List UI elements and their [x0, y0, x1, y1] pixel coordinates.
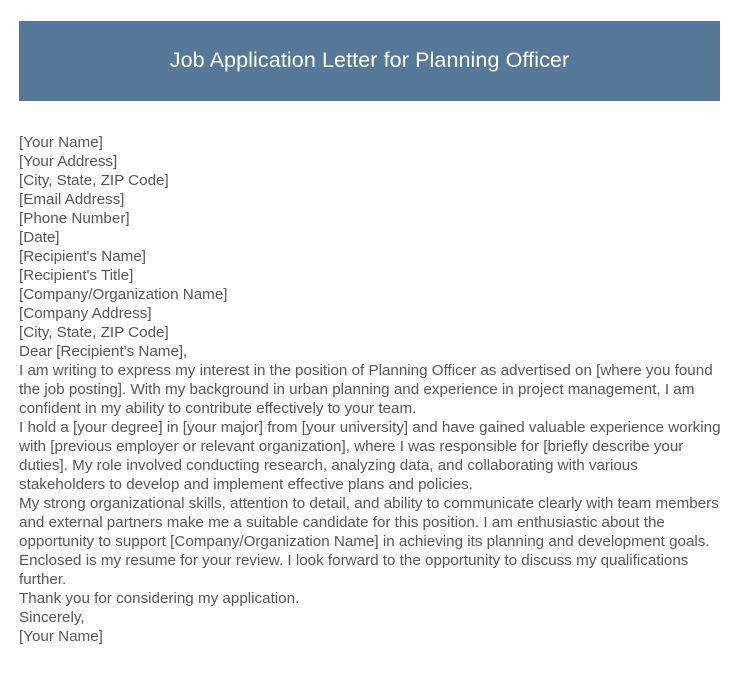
letter-paragraph: Thank you for considering my application. [19, 590, 300, 607]
recipient-line: [Recipient's Name] [19, 248, 146, 265]
signature: [Your Name] [19, 628, 103, 645]
sender-line: [Your Name] [19, 134, 103, 151]
letter-paragraph: I hold a [your degree] in [your major] from [your university] and have gained valuable experience working with [previous employer or relevant organization], where I was responsible for [briefly describe your duties]. My role involved conducting research, analyzing data, and collaborating with various stakeholders to develop and implement effective plans and policies. [19, 419, 721, 493]
letter-paragraph: I am writing to express my interest in the position of Planning Officer as advertised on [where you found the job posting]. With my background in urban planning and experience in project management, I am confident in my ability to contribute effectively to your team. [19, 362, 713, 417]
page-title: Job Application Letter for Planning Officer [169, 48, 570, 73]
letter-paragraph: My strong organizational skills, attention to detail, and ability to communicate clearly with team members and external partners make me a suitable candidate for this position. I am enthusiastic about the opportunity to support [Company/Organization Name] in achieving its planning and development goals. [19, 495, 719, 550]
recipient-line: [Recipient's Title] [19, 267, 134, 284]
recipient-line: [Company Address] [19, 305, 152, 322]
letter-paragraph: Enclosed is my resume for your review. I look forward to the opportunity to discuss my qualifications further. [19, 552, 689, 588]
sender-line: [Email Address] [19, 191, 125, 208]
letter-body [19, 133, 721, 646]
salutation: Dear [Recipient's Name], [19, 343, 188, 360]
sender-line: [Date] [19, 229, 60, 246]
recipient-line: [City, State, ZIP Code] [19, 324, 169, 341]
recipient-line: [Company/Organization Name] [19, 286, 228, 303]
document-header-banner [19, 21, 720, 101]
sender-line: [City, State, ZIP Code] [19, 172, 169, 189]
closing: Sincerely, [19, 609, 85, 626]
recipient-address-block [19, 247, 721, 342]
sender-line: [Phone Number] [19, 210, 130, 227]
sender-line: [Your Address] [19, 153, 118, 170]
sender-address-block [19, 133, 721, 247]
